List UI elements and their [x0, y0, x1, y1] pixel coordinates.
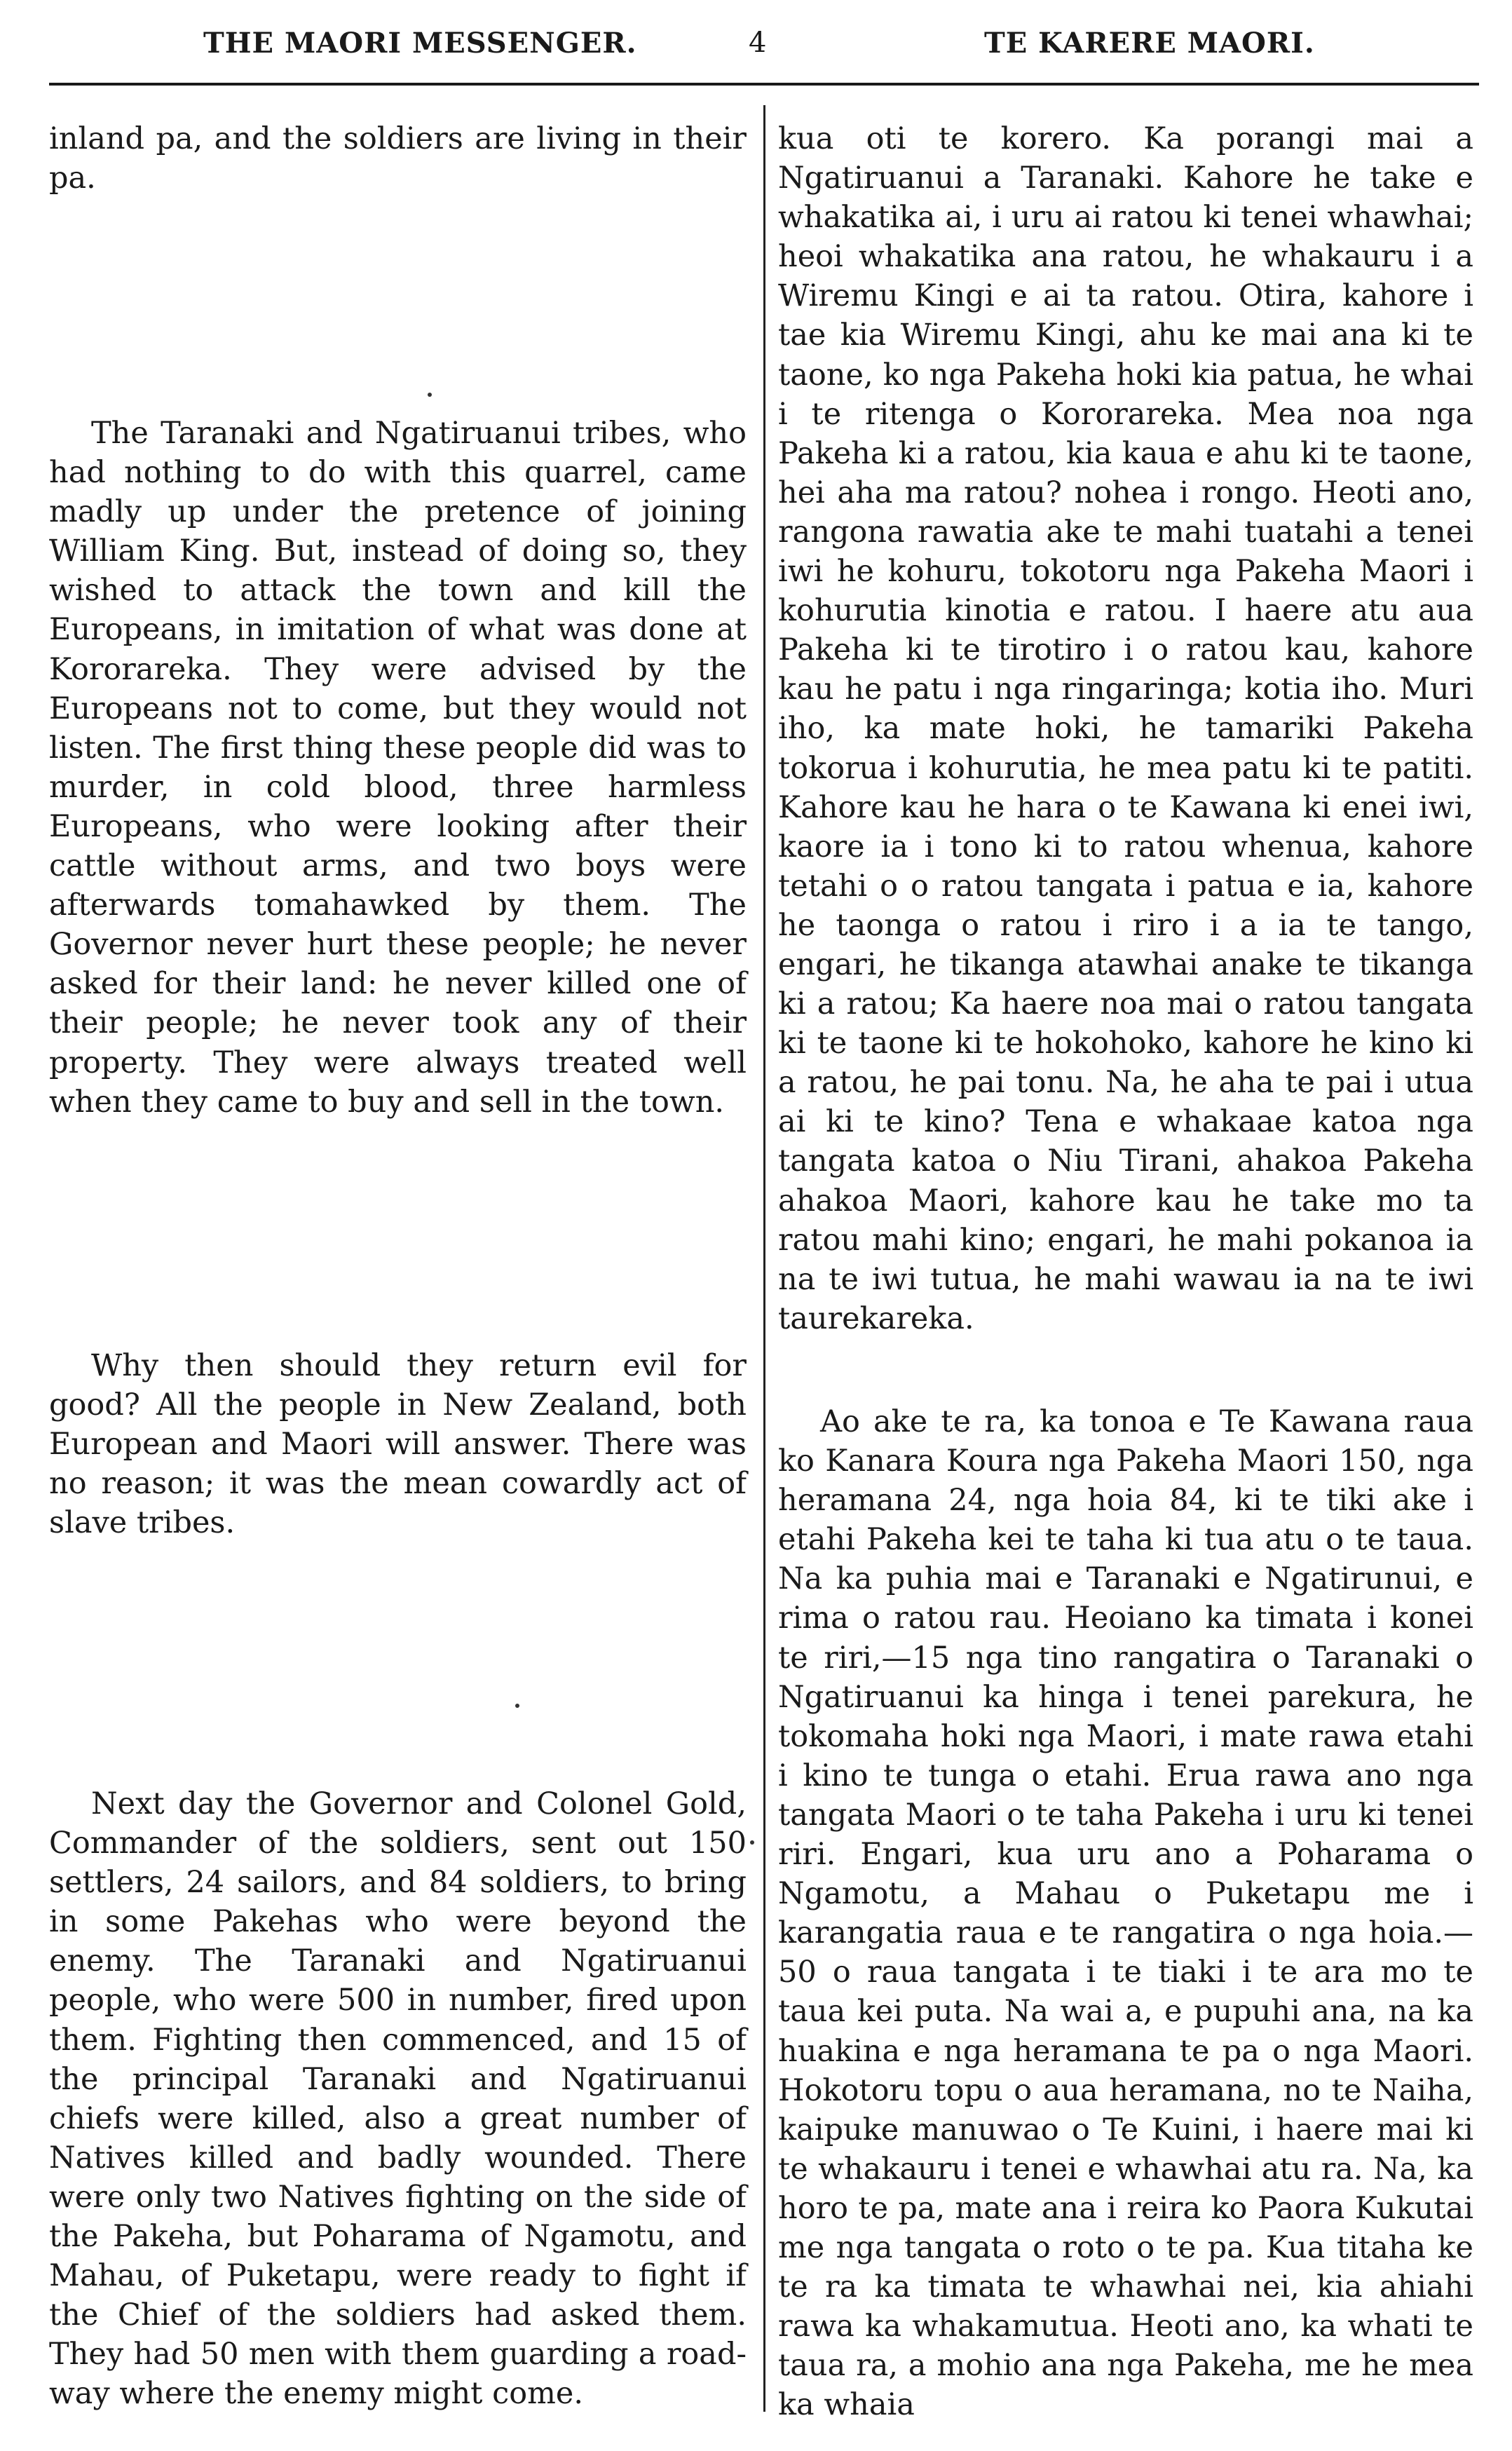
print-speck	[515, 1704, 519, 1708]
maori-paragraph-2: Ao ake te ra, ka tonoa e Te Kawana raua ko Kanara Koura nga Pakeha Maori 150, nga heramana 24, nga hoia 84, ki te tiki ake i etahi Pakeha kei te taha ki tua atu o te taua. Na ka puhia mai e Taranaki e Ngatirunui, e rima o ratou rau. Heoiano ka timata i konei te riri,—15 nga tino rangatira o Taranaki o Ngatiruanui ka hinga i tenei parekura, he tokomaha hoki nga Maori, i mate rawa etahi i kino te tunga o etahi. Erua rawa ano nga tangata Maori o te taha Pakeha i uru ki tenei riri. Engari, kua uru ano a Poharama o Ngamotu, a Mahau o Puketapu me i karangatia raua e te rangatira o nga hoia.—50 o raua tangata i te tiaki i te ara mo te taua kei puta. Na wai a, e pupuhi ana, na ka huakina e nga heramana te pa o nga Maori. Hokotoru topu o aua heramana, no te Naiha, kaipuke manuwao o Te Kuini, i haere mai ki te whakauru i tenei e whawhai atu ra. Na, ka horo te pa, mate ana i reira ko Paora Kukutai me nga tangata o roto o te pa. Kua titaha ke te ra ka timata te whawhai nei, kia ahiahi rawa ka whakamutua. Heoti ano, ka whati te taua ra, a mohio ana nga Pakeha, me he mea ka whaia	[778, 1404, 1473, 2423]
maori-masthead: TE KARERE MAORI.	[984, 27, 1315, 60]
page-number: 4	[749, 27, 768, 59]
print-speck	[750, 1840, 754, 1845]
english-paragraph-1: inland pa, and the soldiers are living in their pa.	[49, 121, 747, 196]
english-paragraph-4: Next day the Governor and Colonel Gold, Commander of the soldiers, sent out 150 settlers, 24 sailors, and 84 soldiers, to bring in some Pakehas who were beyond the enemy. The Taranaki and Ngatiruanui people, who were 500 in number, fired upon them. Fighting then commenced, and 15 of the principal Taranaki and Ngatiruanui chiefs were killed, also a great number of Natives killed and badly wounded. There were only two Natives fighting on the side of the Pakeha, but Poharama of Ngamotu, and Mahau, of Puketapu, were ready to fight if the Chief of the soldiers had asked them. They had 50 men with them guarding a road-way where the enemy might come.	[49, 1786, 747, 2412]
english-masthead: THE MAORI MESSENGER.	[203, 27, 637, 60]
maori-paragraph-1: kua oti te korero. Ka porangi mai a Ngatiruanui a Taranaki. Kahore he take e whakatika ai, i uru ai ratou ki tenei whawhai; heoi whakatika ana ratou, he whakauru i a Wiremu Kingi e ai ta ratou. Otira, kahore i tae kia Wiremu Kingi, ahu ke mai ana ki te taone, ko nga Pakeha hoki kia patua, he whai i te ritenga o Kororareka. Mea noa nga Pakeha ki a ratou, kia kaua e ahu ki te taone, hei aha ma ratou? nohea i rongo. Heoti ano, rangona rawatia ake te mahi tuatahi a tenei iwi he kohuru, tokotoru nga Pakeha Maori i kohurutia kinotia e ratou. I haere atu aua Pakeha ki te tirotiro i o ratou kau, kahore kau he patu i nga ringaringa; kotia iho. Muri iho, ka mate hoki, he tamariki Pakeha tokorua i kohurutia, he mea patu ki te patiti. Kahore kau he hara o te Kawana ki enei iwi, kaore ia i tono ki to ratou whenua, kahore tetahi o o ratou tangata i patua e ia, kahore he taonga o ratou i riro i a ia te tango, engari, he tikanga atawhai anake te tikanga ki a ratou; Ka haere noa mai o ratou tangata ki te taone ki te hokohoko, kahore he kino ki a ratou, he pai tonu. Na, he aha te pai i utua ai ki te kino? Tena e whakaae katoa nga tangata katoa o Niu Tirani, ahakoa Pakeha ahakoa Maori, kahore kau he take mo ta ratou mahi kino; engari, he mahi pokanoa ia na te iwi tutua, he mahi wawau ia na te iwi taurekareka.	[778, 121, 1473, 1336]
english-paragraph-2: The Taranaki and Ngatiruanui tribes, who had nothing to do with this quarrel, came madly up under the pretence of joining William King. But, instead of doing so, they wished to attack the town and kill the Europeans, in imitation of what was done at Kororareka. They were advised by the Europeans not to come, but they would not listen. The first thing these people did was to murder, in cold blood, three harmless Europeans, who were looking after their cattle without arms, and two boys were afterwards tomahawked by them. The Governor never hurt these people; he never asked for their land: he never killed one of their people; he never took any of their property. They were always treated well when they came to buy and sell in the town.	[49, 416, 747, 1120]
header-rule	[49, 83, 1479, 86]
column-divider	[763, 105, 765, 2412]
page-header	[0, 27, 1512, 76]
english-paragraph-3: Why then should they return evil for good? All the people in New Zealand, both European and Maori will answer. There was no reason; it was the mean cowardly act of slave tribes.	[49, 1348, 747, 1541]
print-speck	[428, 393, 432, 397]
